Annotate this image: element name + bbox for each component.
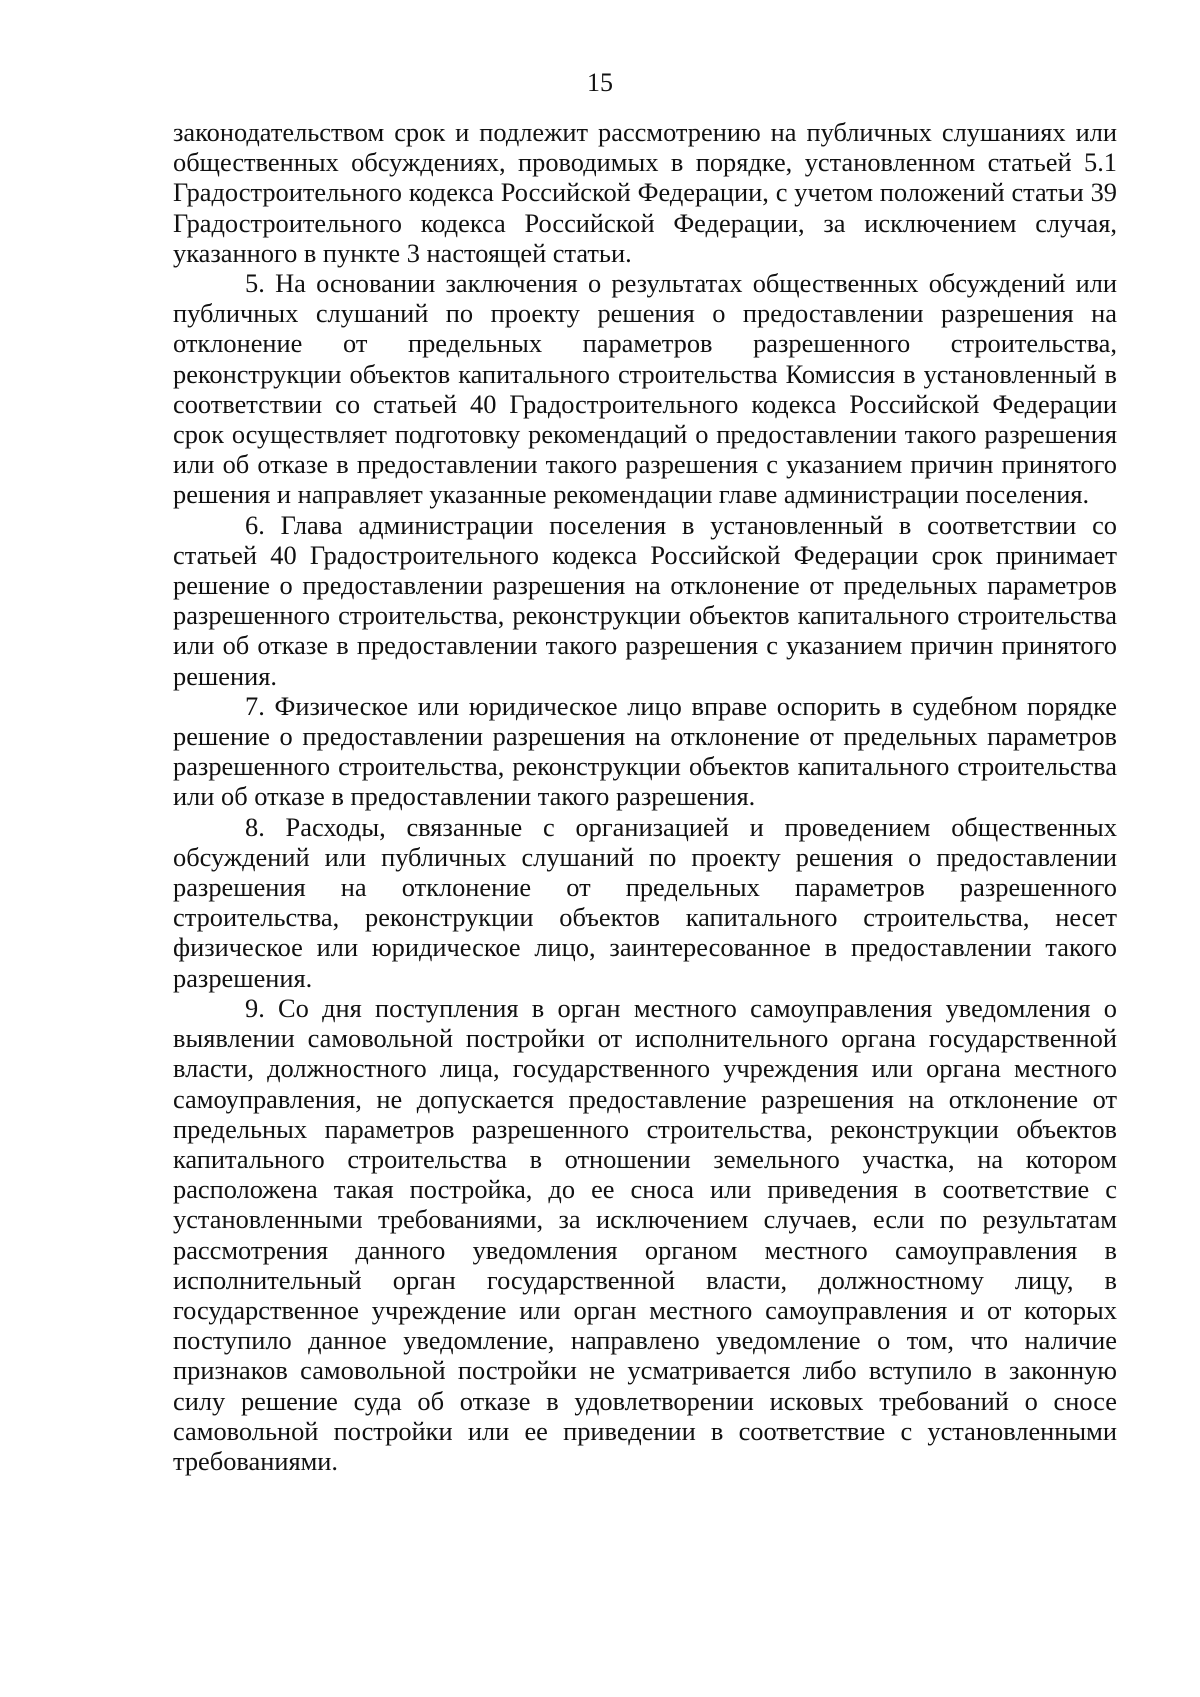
- page-number: 15: [587, 68, 613, 97]
- paragraph-item-8: 8. Расходы, связанные с организацией и проведением общественных обсуждений или публичных слушаний по проекту решения о предоставлении разрешения на отклонение от предельных параметров разрешенного строительства, реконструкции объектов капитального строительства, несет физическое или юридическое лицо, заинтересованное в предоставлении такого разрешения.: [173, 811, 1117, 993]
- paragraph-item-6: 6. Глава администрации поселения в установленный в соответствии со статьей 40 Градостроительного кодекса Российской Федерации срок принимает решение о предоставлении разрешения на отклонение от предельных параметров разрешенного строительства, реконструкции объектов капитального строительства или об отказе в предоставлении такого разрешения с указанием причин принятого решения.: [173, 509, 1117, 691]
- paragraph-item-7: 7. Физическое или юридическое лицо вправе оспорить в судебном порядке решение о предоставлении разрешения на отклонение от предельных параметров разрешенного строительства, реконструкции объектов капитального строительства или об отказе в предоставлении такого разрешения.: [173, 690, 1117, 812]
- paragraph-item-9: 9. Со дня поступления в орган местного самоуправления уведомления о выявлении самовольной постройки от исполнительного органа государственной власти, должностного лица, государственного учреждения или органа местного самоуправления, не допускается предоставление разрешения на отклонение от предельных параметров разрешенного строительства, реконструкции объектов капитального строительства в отношении земельного участка, на котором расположена такая постройка, до ее сноса или приведения в соответствие с установленными требованиями, за исключением случаев, если по результатам рассмотрения данного уведомления органом местного самоуправления в исполнительный орган государственной власти, должностному лицу, в государственное учреждение или орган местного самоуправления и от которых поступило данное уведомление, направлено уведомление о том, что наличие признаков самовольной постройки не усматривается либо вступило в законную силу решение суда об отказе в удовлетворении исковых требований о сносе самовольной постройки или ее приведении в соответствие с установленными требованиями.: [173, 992, 1117, 1476]
- paragraph-continuation: законодательством срок и подлежит рассмотрению на публичных слушаниях или общественных обсуждениях, проводимых в порядке, установленном статьей 5.1 Градостроительного кодекса Российской Федерации, с учетом положений статьи 39 Градостроительного кодекса Российской Федерации, за исключением случая, указанного в пункте 3 настоящей статьи.: [173, 117, 1117, 268]
- paragraph-item-5: 5. На основании заключения о результатах общественных обсуждений или публичных слушаний по проекту решения о предоставлении разрешения на отклонение от предельных параметров разрешенного строительства, реконструкции объектов капитального строительства Комиссия в установленный в соответствии со статьей 40 Градостроительного кодекса Российской Федерации срок осуществляет подготовку рекомендаций о предоставлении такого разрешения или об отказе в предоставлении такого разрешения с указанием причин принятого решения и направляет указанные рекомендации главе администрации поселения.: [173, 268, 1117, 510]
- document-body: [173, 117, 1117, 1476]
